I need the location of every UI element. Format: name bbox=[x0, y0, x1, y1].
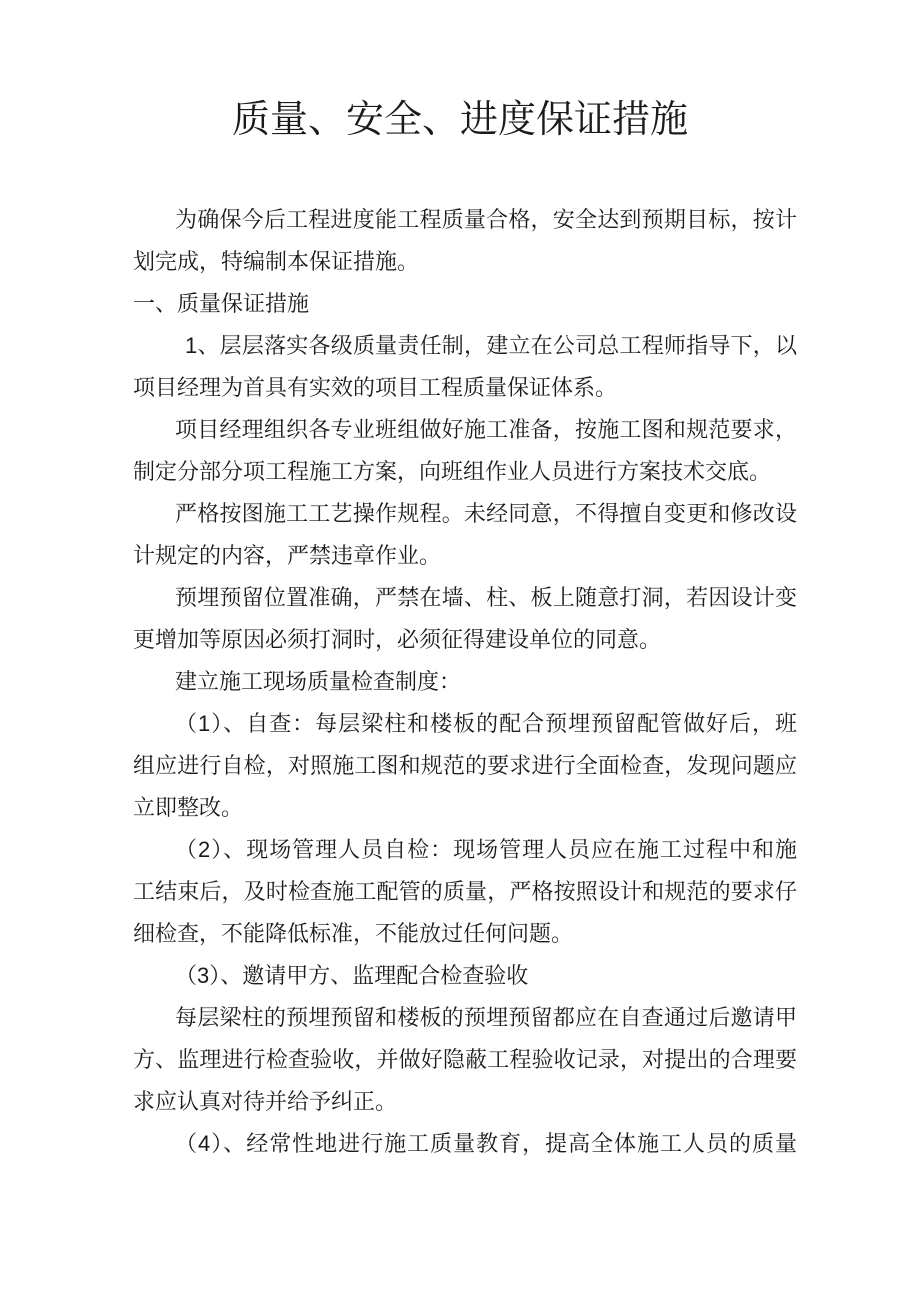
document-line: 细检查，不能降低标准，不能放过任何问题。 bbox=[133, 921, 574, 946]
document-title: 质量、安全、进度保证措施 bbox=[231, 99, 688, 141]
document-line: 建立施工现场质量检查制度： bbox=[175, 669, 462, 694]
document-line: 1、层层落实各级质量责任制，建立在公司总工程师指导下，以 bbox=[185, 333, 797, 358]
document-line: 方、监理进行检查验收，并做好隐蔽工程验收记录，对提出的合理要 bbox=[133, 1047, 797, 1072]
document-line: 工结束后，及时检查施工配管的质量，严格按照设计和规范的要求仔 bbox=[133, 879, 797, 904]
document-line: 为确保今后工程进度能工程质量合格，安全达到预期目标，按计 bbox=[175, 207, 797, 232]
document-line: 求应认真对待并给予纠正。 bbox=[133, 1089, 398, 1114]
document-line: 严格按图施工工艺操作规程。未经同意，不得擅自变更和修改设 bbox=[175, 501, 797, 526]
document-line: 更增加等原因必须打洞时，必须征得建设单位的同意。 bbox=[133, 627, 662, 652]
document-line: 项目经理组织各专业班组做好施工准备，按施工图和规范要求， bbox=[175, 417, 797, 442]
document-line: 项目经理为首具有实效的项目工程质量保证体系。 bbox=[133, 375, 618, 400]
document-line: 计规定的内容，严禁违章作业。 bbox=[133, 543, 442, 568]
document-line: 每层梁柱的预埋预留和楼板的预埋预留都应在自查通过后邀请甲 bbox=[175, 1005, 797, 1030]
document-line: （1）、自查：每层梁柱和楼板的配合预埋预留配管做好后，班 bbox=[175, 711, 797, 736]
document-line: （4）、经常性地进行施工质量教育，提高全体施工人员的质量 bbox=[175, 1131, 797, 1156]
document-line: 立即整改。 bbox=[133, 795, 244, 820]
document-line: （3）、邀请甲方、监理配合检查验收 bbox=[175, 963, 529, 988]
document-line: 划完成，特编制本保证措施。 bbox=[133, 249, 420, 274]
document-line: 一、质量保证措施 bbox=[133, 291, 310, 316]
document-line: （2）、现场管理人员自检：现场管理人员应在施工过程中和施 bbox=[175, 837, 797, 862]
document-line: 制定分部分项工程施工方案，向班组作业人员进行方案技术交底。 bbox=[133, 459, 772, 484]
document-line: 预埋预留位置准确，严禁在墙、柱、板上随意打洞，若因设计变 bbox=[175, 585, 797, 610]
document-line: 组应进行自检，对照施工图和规范的要求进行全面检查，发现问题应 bbox=[133, 753, 797, 778]
document-body bbox=[133, 199, 797, 1165]
